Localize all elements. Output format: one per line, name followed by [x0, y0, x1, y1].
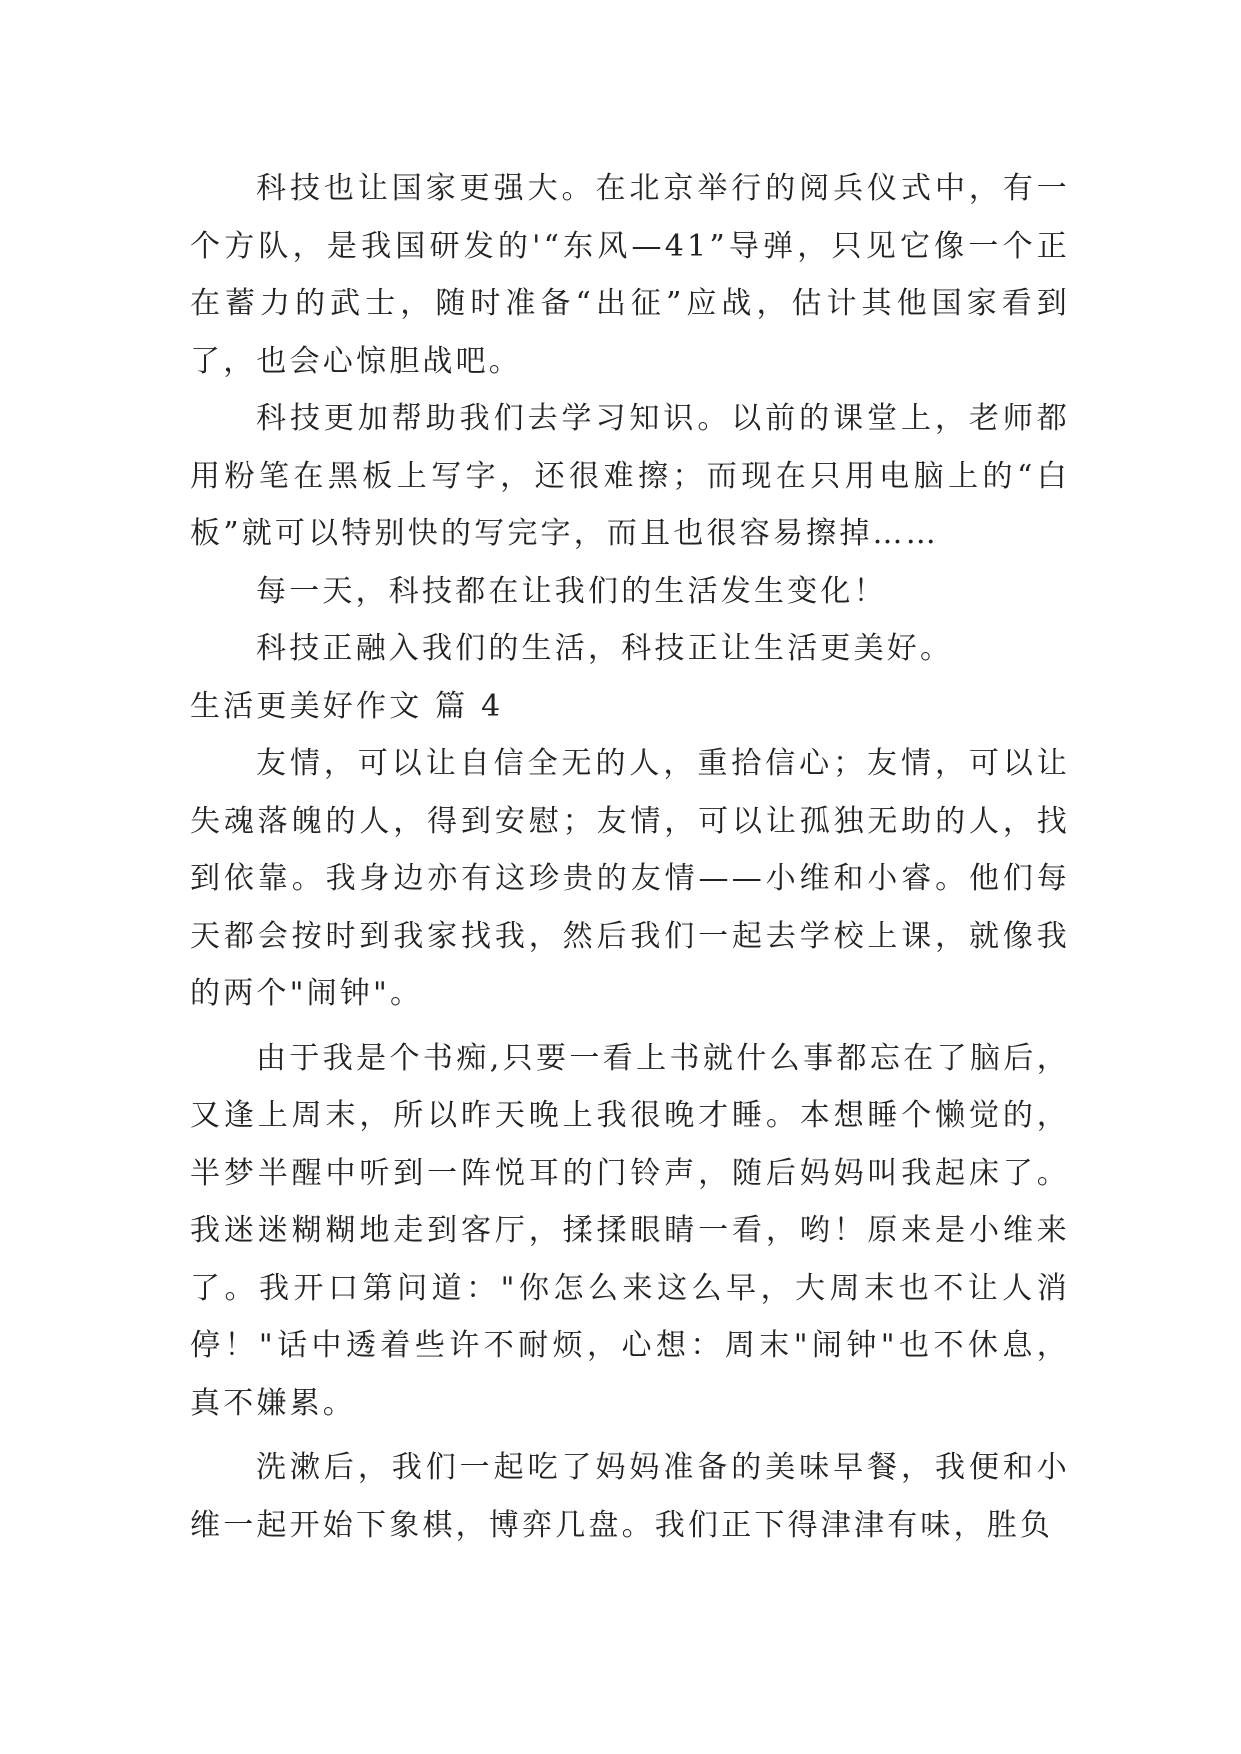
paragraph-tech-daily-change: 每一天，科技都在让我们的生活发生变化！: [256, 573, 887, 609]
paragraph-tech-learning: 科技更加帮助我们去学习知识。以前的课堂上，老师都用粉笔在黑板上写字，还很难擦；而现在只用电脑上的“白板”就可以特别快的写完字，而且也很容易擦掉……: [190, 401, 1070, 551]
section-heading: 生活更美好作文 篇 4: [190, 688, 504, 724]
paragraph-friendship-intro: 友情，可以让自信全无的人，重拾信心；友情，可以让失魂落魄的人，得到安慰；友情，可以让孤独无助的人，找到依靠。我身边亦有这珍贵的友情——小维和小睿。他们每天都会按时到我家找我，然后我们一起去学校上课，就像我的两个"闹钟"。: [190, 746, 1070, 1011]
paragraph-tech-military: 科技也让国家更强大。在北京举行的阅兵仪式中，有一个方队，是我国研发的'“东风—41”导弹，只见它像一个正在蓄力的武士，随时准备“出征”应战，估计其他国家看到了，也会心惊胆战吧。: [190, 171, 1070, 379]
document-body: [190, 160, 1070, 1554]
paragraph-weekend-morning: 由于我是个书痴,只要一看上书就什么事都忘在了脑后，又逢上周末，所以昨天晚上我很晚才睡。本想睡个懒觉的，半梦半醒中听到一阵悦耳的门铃声，随后妈妈叫我起床了。我迷迷糊糊地走到客厅，揉揉眼睛一看，哟！原来是小维来了。我开口第问道："你怎么来这么早，大周末也不让人消停！"话中透着些许不耐烦，心想：周末"闹钟"也不休息，真不嫌累。: [190, 1040, 1070, 1421]
paragraph-chess-game: 洗漱后，我们一起吃了妈妈准备的美味早餐，我便和小维一起开始下象棋，博弈几盘。我们正下得津津有味，胜负: [190, 1450, 1070, 1543]
paragraph-tech-conclusion: 科技正融入我们的生活，科技正让生活更美好。: [256, 631, 954, 666]
